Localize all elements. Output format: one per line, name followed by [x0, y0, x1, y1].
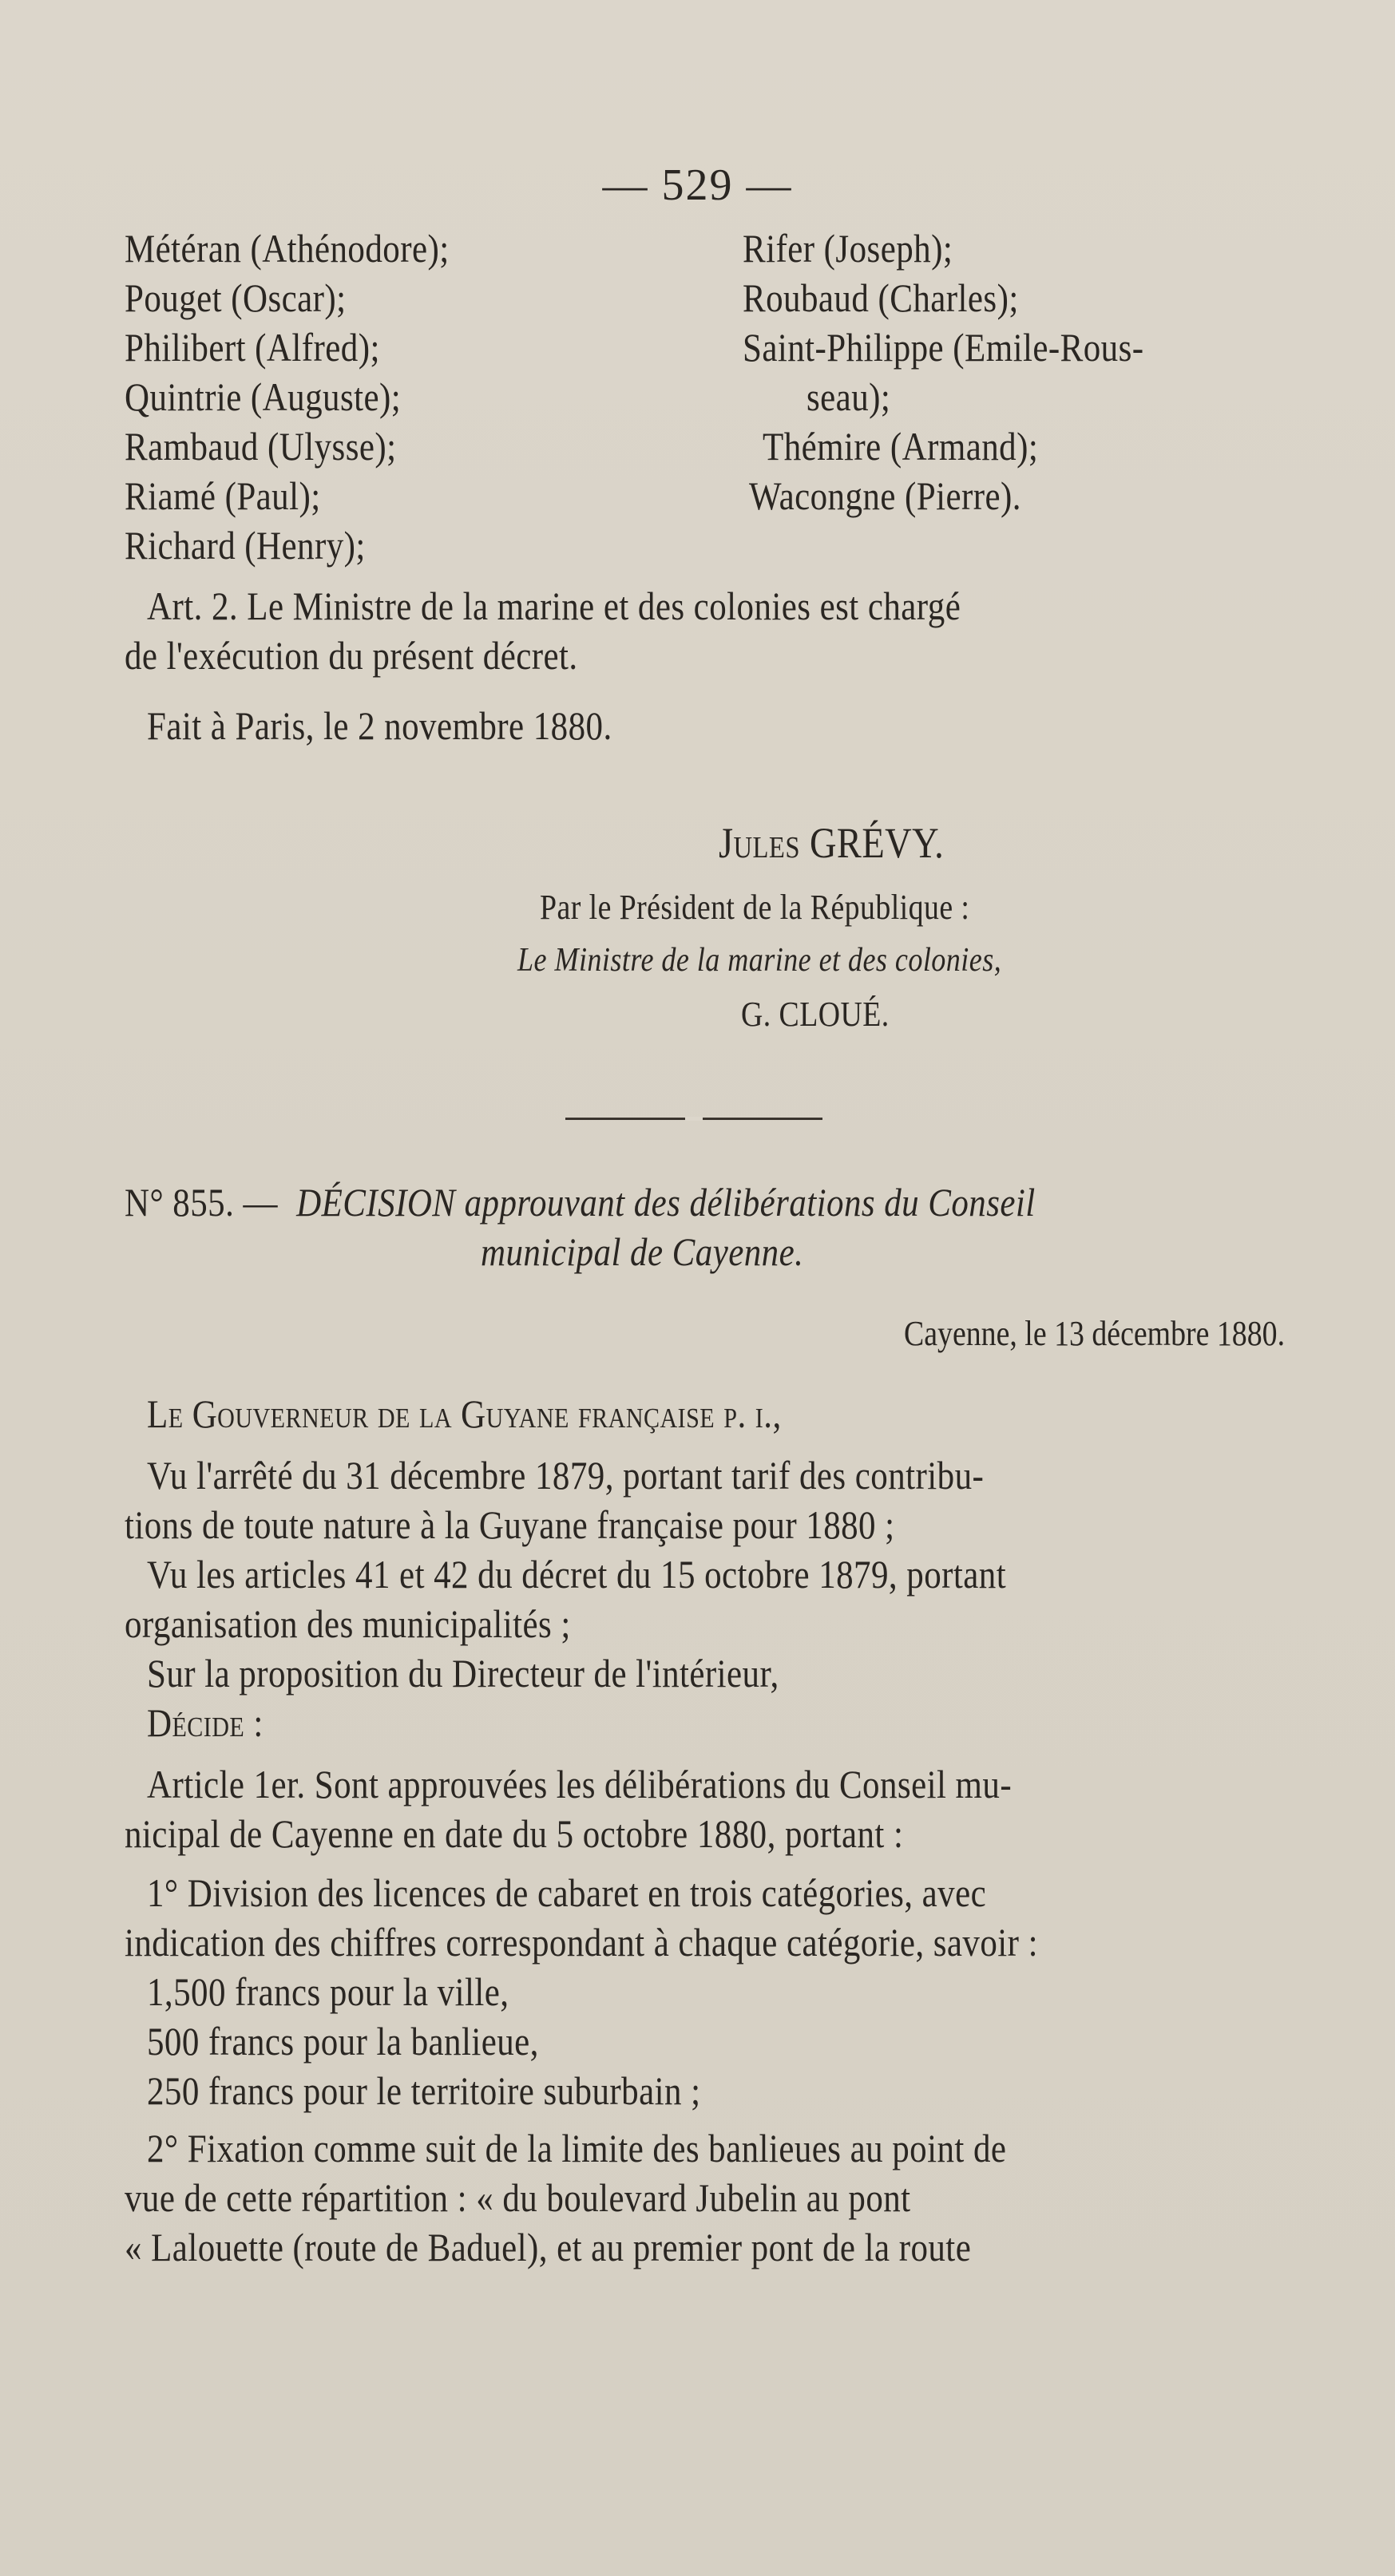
- decision-title: DÉCISION approuvant des délibérations du Conseil: [296, 1180, 1036, 1225]
- body-line: 1,500 francs pour la ville,: [147, 1969, 509, 2014]
- name-list-right-item: Saint-Philippe (Emile-Rous-: [743, 325, 1144, 370]
- body-line: tions de toute nature à la Guyane française pour 1880 ;: [125, 1502, 895, 1547]
- article-2-line: Art. 2. Le Ministre de la marine et des colonies est chargé: [147, 584, 961, 628]
- signature-minister-name: G. CLOUÉ.: [741, 995, 890, 1034]
- name-list-right-item: Wacongne (Pierre).: [749, 473, 1021, 518]
- body-line: Article 1er. Sont approuvées les délibérations du Conseil mu-: [147, 1762, 1013, 1806]
- body-line: Le Gouverneur de la Guyane française p. i.,: [147, 1391, 782, 1436]
- name-list-right-item: seau);: [806, 374, 891, 419]
- name-list-left-item: Rambaud (Ulysse);: [125, 424, 397, 469]
- body-line: « Lalouette (route de Baduel), et au premier pont de la route: [125, 2225, 972, 2269]
- article-2-line: de l'exécution du présent décret.: [125, 633, 578, 678]
- body-line: Sur la proposition du Directeur de l'intérieur,: [147, 1651, 779, 1696]
- name-list-left-item: Quintrie (Auguste);: [125, 374, 402, 419]
- name-list-left-item: Pouget (Oscar);: [125, 275, 347, 320]
- body-line: Vu l'arrêté du 31 décembre 1879, portant tarif des contribu-: [147, 1453, 985, 1498]
- body-line: 500 francs pour la banlieue,: [147, 2019, 539, 2064]
- body-line: vue de cette répartition : « du boulevard Jubelin au pont: [125, 2175, 911, 2220]
- decision-heading: [125, 1177, 1183, 1227]
- body-line: indication des chiffres correspondant à chaque catégorie, savoir :: [125, 1920, 1038, 1965]
- name-list-left-item: Philibert (Alfred);: [125, 325, 380, 370]
- name-list-right-item: Thémire (Armand);: [763, 424, 1039, 469]
- decision-title-cont: municipal de Cayenne.: [481, 1229, 804, 1274]
- decision-date: Cayenne, le 13 décembre 1880.: [904, 1314, 1286, 1353]
- signature-president: Jules GRÉVY.: [719, 819, 945, 867]
- name-list-left-item: Richard (Henry);: [125, 523, 366, 568]
- decision-number: N° 855. —: [125, 1180, 278, 1225]
- name-list-left-item: Riamé (Paul);: [125, 473, 321, 518]
- body-line: 2° Fixation comme suit de la limite des banlieues au point de: [147, 2126, 1007, 2170]
- name-list-right-item: Roubaud (Charles);: [743, 275, 1019, 320]
- body-line: 1° Division des licences de cabaret en trois catégories, avec: [147, 1870, 987, 1915]
- body-line: nicipal de Cayenne en date du 5 octobre 1880, portant :: [125, 1811, 904, 1856]
- signature-by-line: Par le Président de la République :: [540, 888, 970, 927]
- body-line: Décide :: [147, 1700, 264, 1745]
- signing-place-date: Fait à Paris, le 2 novembre 1880.: [147, 703, 612, 748]
- body-line: Vu les articles 41 et 42 du décret du 15 octobre 1879, portant: [147, 1552, 1007, 1597]
- name-list-left-item: Météran (Athénodore);: [125, 226, 450, 271]
- signature-minister-title: Le Ministre de la marine et des colonies,: [517, 942, 1002, 979]
- page-number: — 529 —: [602, 160, 793, 210]
- section-divider: [565, 1118, 822, 1120]
- body-line: organisation des municipalités ;: [125, 1601, 571, 1646]
- name-list-right-item: Rifer (Joseph);: [743, 226, 953, 271]
- body-line: 250 francs pour le territoire suburbain ;: [147, 2068, 701, 2113]
